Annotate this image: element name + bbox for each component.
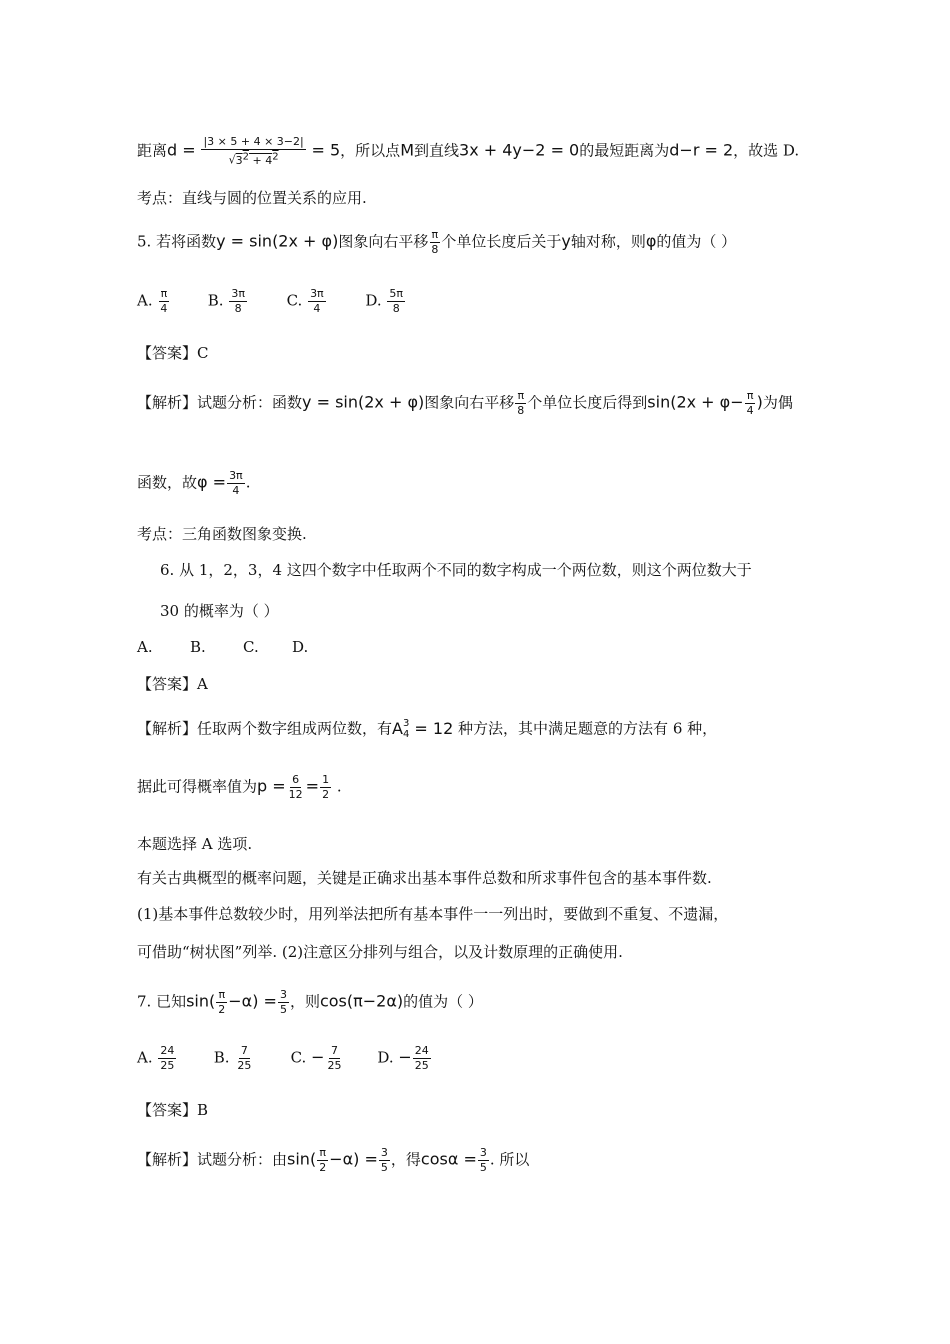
opt-label: B. xyxy=(207,291,224,310)
den: 8 xyxy=(234,302,242,316)
q7-frac-35 xyxy=(278,989,289,1016)
text-mid3: 的最短距离为 xyxy=(579,141,670,160)
opt-frac xyxy=(308,288,326,315)
den: 25 xyxy=(160,1059,175,1073)
den: 2 xyxy=(218,1003,226,1017)
q6-frac-1 xyxy=(287,774,305,801)
q6-options xyxy=(137,640,308,655)
q5-ana-post: 个单位长度后得到 xyxy=(527,393,648,412)
keypoint-1: 考点：直线与圆的位置关系的应用. xyxy=(137,189,367,207)
q5-answer: 【答案】C xyxy=(137,344,209,362)
q7-option-d[interactable] xyxy=(377,1045,431,1072)
q5-option-a[interactable] xyxy=(137,288,203,315)
den: 2 xyxy=(322,788,330,802)
text-mid2: 到直线 xyxy=(414,141,460,160)
eq: = 12 xyxy=(409,718,454,738)
sup: 3 xyxy=(402,718,410,729)
opt-frac xyxy=(387,288,405,315)
opt-frac xyxy=(325,1045,343,1072)
q5-keypoint: 考点：三角函数图象变换. xyxy=(137,525,307,543)
num: π xyxy=(745,390,756,404)
num: 5π xyxy=(387,288,405,302)
q6-stem-2: 30 的概率为（ ） xyxy=(160,602,279,620)
q6-option-b[interactable]: B. xyxy=(190,638,206,656)
opt-frac xyxy=(158,1045,176,1072)
q7-frac-pi xyxy=(216,989,227,1016)
q5-ana2-pre: 函数，故 xyxy=(137,473,198,492)
q7-option-b[interactable] xyxy=(214,1045,286,1072)
q7-ana-frac-35 xyxy=(379,1147,390,1174)
q5-analysis-2 xyxy=(137,470,250,497)
opt-frac xyxy=(229,288,247,315)
q5-y: y xyxy=(561,231,571,251)
den: 25 xyxy=(237,1059,252,1073)
opt-label: B. xyxy=(213,1048,230,1067)
q7-ana-end: . 所以 xyxy=(489,1150,530,1169)
q7-ana-sin-b: −α) = xyxy=(329,1149,378,1169)
num: 3 xyxy=(278,989,289,1003)
q6-line4: 有关古典概型的概率问题，关键是正确求出基本事件总数和所求事件包含的基本事件数. xyxy=(137,869,712,887)
q5-ana2-phi: φ = xyxy=(197,472,227,492)
q7-ana-pre: 【解析】试题分析：由 xyxy=(137,1150,288,1169)
math-eq5: = 5 xyxy=(311,140,341,160)
q6-analysis-1 xyxy=(137,718,717,740)
q7-option-a[interactable] xyxy=(137,1045,209,1072)
A: A xyxy=(392,718,403,738)
opt-frac xyxy=(413,1045,431,1072)
num: π xyxy=(159,288,170,302)
q7-option-c[interactable] xyxy=(291,1045,373,1072)
num: 6 xyxy=(290,774,301,788)
sub: 4 xyxy=(402,729,410,740)
q7-stem xyxy=(137,989,483,1016)
opt-label: C. xyxy=(290,1048,307,1067)
q6-analysis-2 xyxy=(137,774,342,801)
q5-phi: φ xyxy=(645,231,657,251)
q6-p: p = xyxy=(257,776,286,796)
den: 4 xyxy=(232,484,240,498)
q6-ana1-pre: 【解析】任取两个数字组成两位数，有 xyxy=(137,719,393,738)
q5-ana-mid: 图象向右平移 xyxy=(424,393,515,412)
q5-stem xyxy=(137,229,736,256)
num: 24 xyxy=(158,1045,176,1059)
math-d: d = xyxy=(167,140,196,160)
num: 3 xyxy=(478,1147,489,1161)
math-M: M xyxy=(400,140,414,160)
exp-2: 2 xyxy=(272,151,279,163)
math-line: 3x + 4y−2 = 0 xyxy=(459,140,580,160)
q5-ana-fn: y = sin(2x + φ) xyxy=(302,392,425,412)
den: 8 xyxy=(517,404,525,418)
q7-answer: 【答案】B xyxy=(137,1101,209,1119)
num: 24 xyxy=(413,1045,431,1059)
den: 25 xyxy=(327,1059,342,1073)
q5-shift-fraction xyxy=(429,229,440,256)
den: 4 xyxy=(160,302,168,316)
q5-post3: 的值为（ ） xyxy=(656,232,737,251)
q7-sin-b: −α) = xyxy=(228,991,277,1011)
q7-cos: cos(π−2α) xyxy=(319,991,404,1011)
q5-fn: y = sin(2x + φ) xyxy=(216,231,339,251)
opt-label: C. xyxy=(286,291,303,310)
num: 3π xyxy=(308,288,326,302)
q6-ana2-pre: 据此可得概率值为 xyxy=(137,777,258,796)
q5-option-b[interactable] xyxy=(208,288,282,315)
num: π xyxy=(216,989,227,1003)
q6-ana1-post: 种方法，其中满足题意的方法有 6 种， xyxy=(453,719,718,738)
opt-label: A. xyxy=(137,1048,153,1067)
num: π xyxy=(515,390,526,404)
opt-label: A. xyxy=(137,291,153,310)
q7-post: 的值为（ ） xyxy=(403,992,483,1011)
q6-option-a[interactable]: A. xyxy=(137,638,153,656)
q5-post2: 轴对称，则 xyxy=(570,232,646,251)
den: 5 xyxy=(380,1161,388,1175)
opt-label: D. xyxy=(365,291,382,310)
num: π xyxy=(317,1147,328,1161)
den: 8 xyxy=(431,243,439,257)
q5-ana2-frac xyxy=(227,470,245,497)
q6-option-c[interactable]: C. xyxy=(243,638,259,656)
opt-frac xyxy=(235,1045,253,1072)
num: 1 xyxy=(320,774,331,788)
q5-analysis xyxy=(137,390,793,417)
num: 3π xyxy=(227,470,245,484)
text-distance: 距离 xyxy=(137,141,168,160)
q5-ana-pre: 【解析】试题分析：函数 xyxy=(137,393,303,412)
den: 5 xyxy=(279,1003,287,1017)
fraction-denominator: √32 + 42 xyxy=(228,151,279,167)
opt-frac xyxy=(158,288,169,315)
q7-ana-mid: ，得 xyxy=(390,1150,421,1169)
num: 7 xyxy=(239,1045,250,1059)
den: 4 xyxy=(746,404,754,418)
den: 25 xyxy=(414,1059,429,1073)
den: 4 xyxy=(313,302,321,316)
fraction-distance xyxy=(201,136,305,167)
text-mid1: ，所以点 xyxy=(340,141,401,160)
q5-ana-res-b: ) xyxy=(756,392,763,412)
q5-ana-res-frac xyxy=(745,390,756,417)
q6-arrangement xyxy=(392,719,453,738)
q5-ana-post2: 为偶 xyxy=(762,393,793,412)
q7-ana-frac-pi xyxy=(317,1147,328,1174)
den: 8 xyxy=(392,302,400,316)
q6-eq: = xyxy=(305,776,320,796)
q7-ana-sin-a: sin( xyxy=(287,1149,317,1169)
den: 12 xyxy=(288,788,303,802)
den: 5 xyxy=(479,1161,487,1175)
q6-line6: 可借助“树状图”列举. (2)注意区分排列与组合，以及计数原理的正确使用. xyxy=(137,943,623,961)
q5-option-d[interactable] xyxy=(365,288,406,315)
q5-option-c[interactable] xyxy=(287,288,361,315)
fraction-numerator: |3 × 5 + 4 × 3−2| xyxy=(201,136,305,150)
num: 3π xyxy=(229,288,247,302)
math-dr: d−r = 2 xyxy=(669,140,734,160)
text-end: ，故选 D. xyxy=(733,141,800,160)
q5-ana-res-a: sin(2x + φ− xyxy=(647,392,744,412)
distance-line xyxy=(137,136,799,167)
q5-post1: 个单位长度后关于 xyxy=(441,232,562,251)
root-base: 3 xyxy=(235,153,243,167)
q7-pre: 7. 已知 xyxy=(137,992,187,1011)
q6-ana2-end: . xyxy=(332,777,342,796)
root-plus: + 4 xyxy=(248,153,273,167)
q5-ana-shift xyxy=(515,390,526,417)
q6-option-d[interactable]: D. xyxy=(292,638,309,656)
num: 7 xyxy=(329,1045,340,1059)
exp-1: 2 xyxy=(242,151,249,163)
sign: − xyxy=(311,1047,325,1067)
q6-line5: (1)基本事件总数较少时，用列举法把所有基本事件一一列出时，要做到不重复、不遗漏， xyxy=(137,905,729,923)
q6-line3: 本题选择 A 选项. xyxy=(137,835,253,853)
q7-ana-frac-cos xyxy=(478,1147,489,1174)
q7-analysis xyxy=(137,1147,529,1174)
q5-options xyxy=(137,288,406,315)
opt-label: D. xyxy=(377,1048,394,1067)
den: 2 xyxy=(319,1161,327,1175)
q7-mid: ，则 xyxy=(289,992,320,1011)
q7-options xyxy=(137,1045,432,1072)
q7-sin-a: sin( xyxy=(186,991,216,1011)
q7-ana-cos: cosα = xyxy=(420,1149,477,1169)
q5-mid: 图象向右平移 xyxy=(338,232,429,251)
q5-pre: 5. 若将函数 xyxy=(137,232,217,251)
q6-stem-1: 6. 从 1，2，3，4 这四个数字中任取两个不同的数字构成一个两位数，则这个两位数大于 xyxy=(160,561,752,579)
q6-frac-2 xyxy=(320,774,331,801)
q6-answer: 【答案】A xyxy=(137,675,208,693)
sign: − xyxy=(398,1047,412,1067)
q5-ana2-end: . xyxy=(245,473,251,492)
num: 3 xyxy=(379,1147,390,1161)
num: π xyxy=(430,229,441,243)
